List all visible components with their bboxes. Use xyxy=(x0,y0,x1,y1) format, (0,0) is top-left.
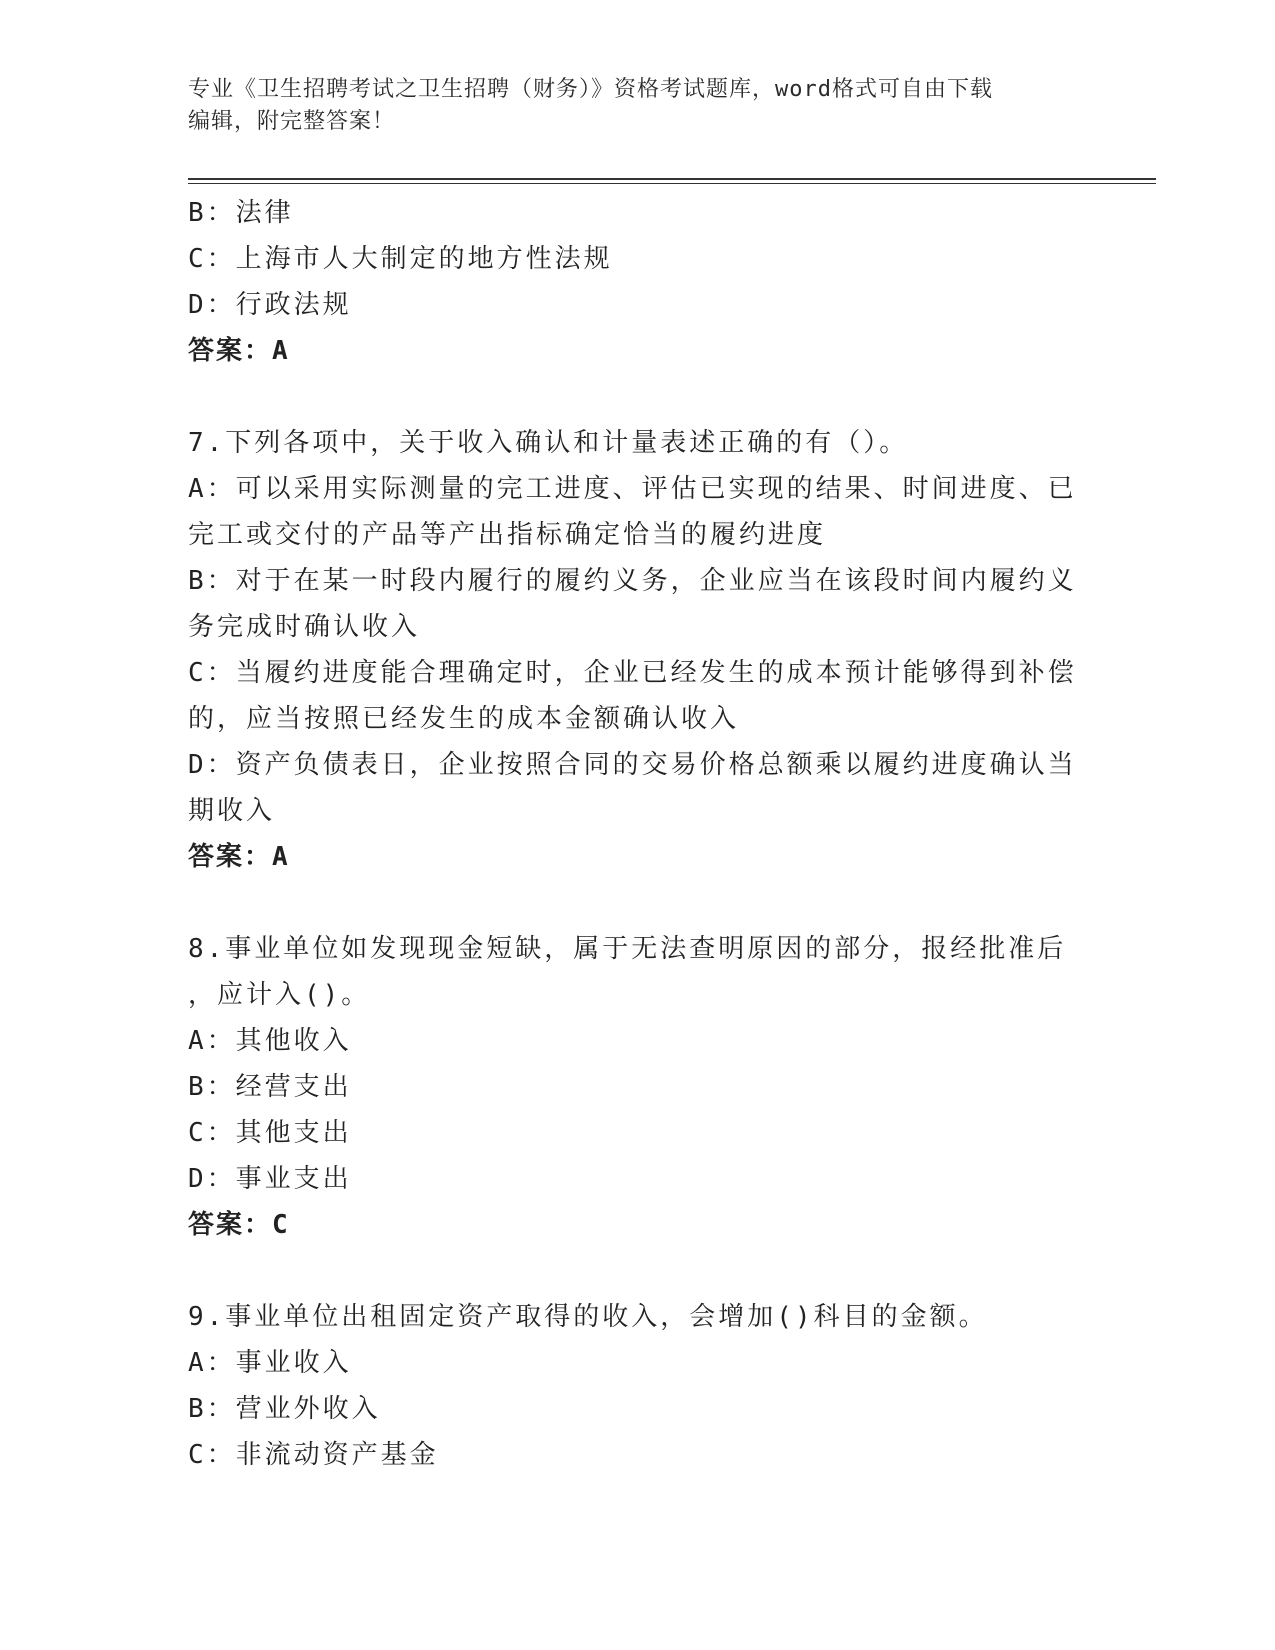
option-line: 完工或交付的产品等产出指标确定恰当的履约进度 xyxy=(188,520,827,550)
answer-line: 答案：A xyxy=(188,842,290,872)
header-line-2: 编辑，附完整答案！ xyxy=(188,109,396,134)
option-line: B：法律 xyxy=(188,198,294,228)
option-line: C：其他支出 xyxy=(188,1118,352,1148)
option-line: C：非流动资产基金 xyxy=(188,1440,439,1470)
question-8 xyxy=(188,926,1088,1248)
option-line: 的，应当按照已经发生的成本金额确认收入 xyxy=(188,704,740,734)
question-6 xyxy=(188,190,1088,374)
question-stem: 9.事业单位出租固定资产取得的收入，会增加()科目的金额。 xyxy=(188,1302,988,1332)
question-9 xyxy=(188,1294,1088,1478)
option-line: A：事业收入 xyxy=(188,1348,352,1378)
option-line: B：营业外收入 xyxy=(188,1394,381,1424)
question-content xyxy=(188,190,1088,1478)
answer-line: 答案：C xyxy=(188,1210,290,1240)
header-line-1: 专业《卫生招聘考试之卫生招聘（财务）》资格考试题库，word格式可自由下载 xyxy=(188,77,993,102)
option-line: 期收入 xyxy=(188,796,276,826)
option-line: A：可以采用实际测量的完工进度、评估已实现的结果、时间进度、已 xyxy=(188,474,1077,504)
question-7 xyxy=(188,420,1088,880)
question-stem: 7.下列各项中，关于收入确认和计量表述正确的有（）。 xyxy=(188,428,909,458)
option-line: B：对于在某一时段内履行的履约义务，企业应当在该段时间内履约义 xyxy=(188,566,1077,596)
question-stem: ，应计入()。 xyxy=(188,980,371,1010)
option-line: D：行政法规 xyxy=(188,290,352,320)
option-line: C：当履约进度能合理确定时，企业已经发生的成本预计能够得到补偿 xyxy=(188,658,1077,688)
option-line: D：事业支出 xyxy=(188,1164,352,1194)
option-line: C：上海市人大制定的地方性法规 xyxy=(188,244,613,274)
option-line: D：资产负债表日，企业按照合同的交易价格总额乘以履约进度确认当 xyxy=(188,750,1077,780)
option-line: A：其他收入 xyxy=(188,1026,352,1056)
option-line: 务完成时确认收入 xyxy=(188,612,421,642)
header-divider-thin xyxy=(188,183,1156,184)
header-divider-thick xyxy=(188,178,1156,180)
document-header xyxy=(188,74,1088,138)
option-line: B：经营支出 xyxy=(188,1072,352,1102)
answer-line: 答案：A xyxy=(188,336,290,366)
question-stem: 8.事业单位如发现现金短缺，属于无法查明原因的部分，报经批准后 xyxy=(188,934,1067,964)
